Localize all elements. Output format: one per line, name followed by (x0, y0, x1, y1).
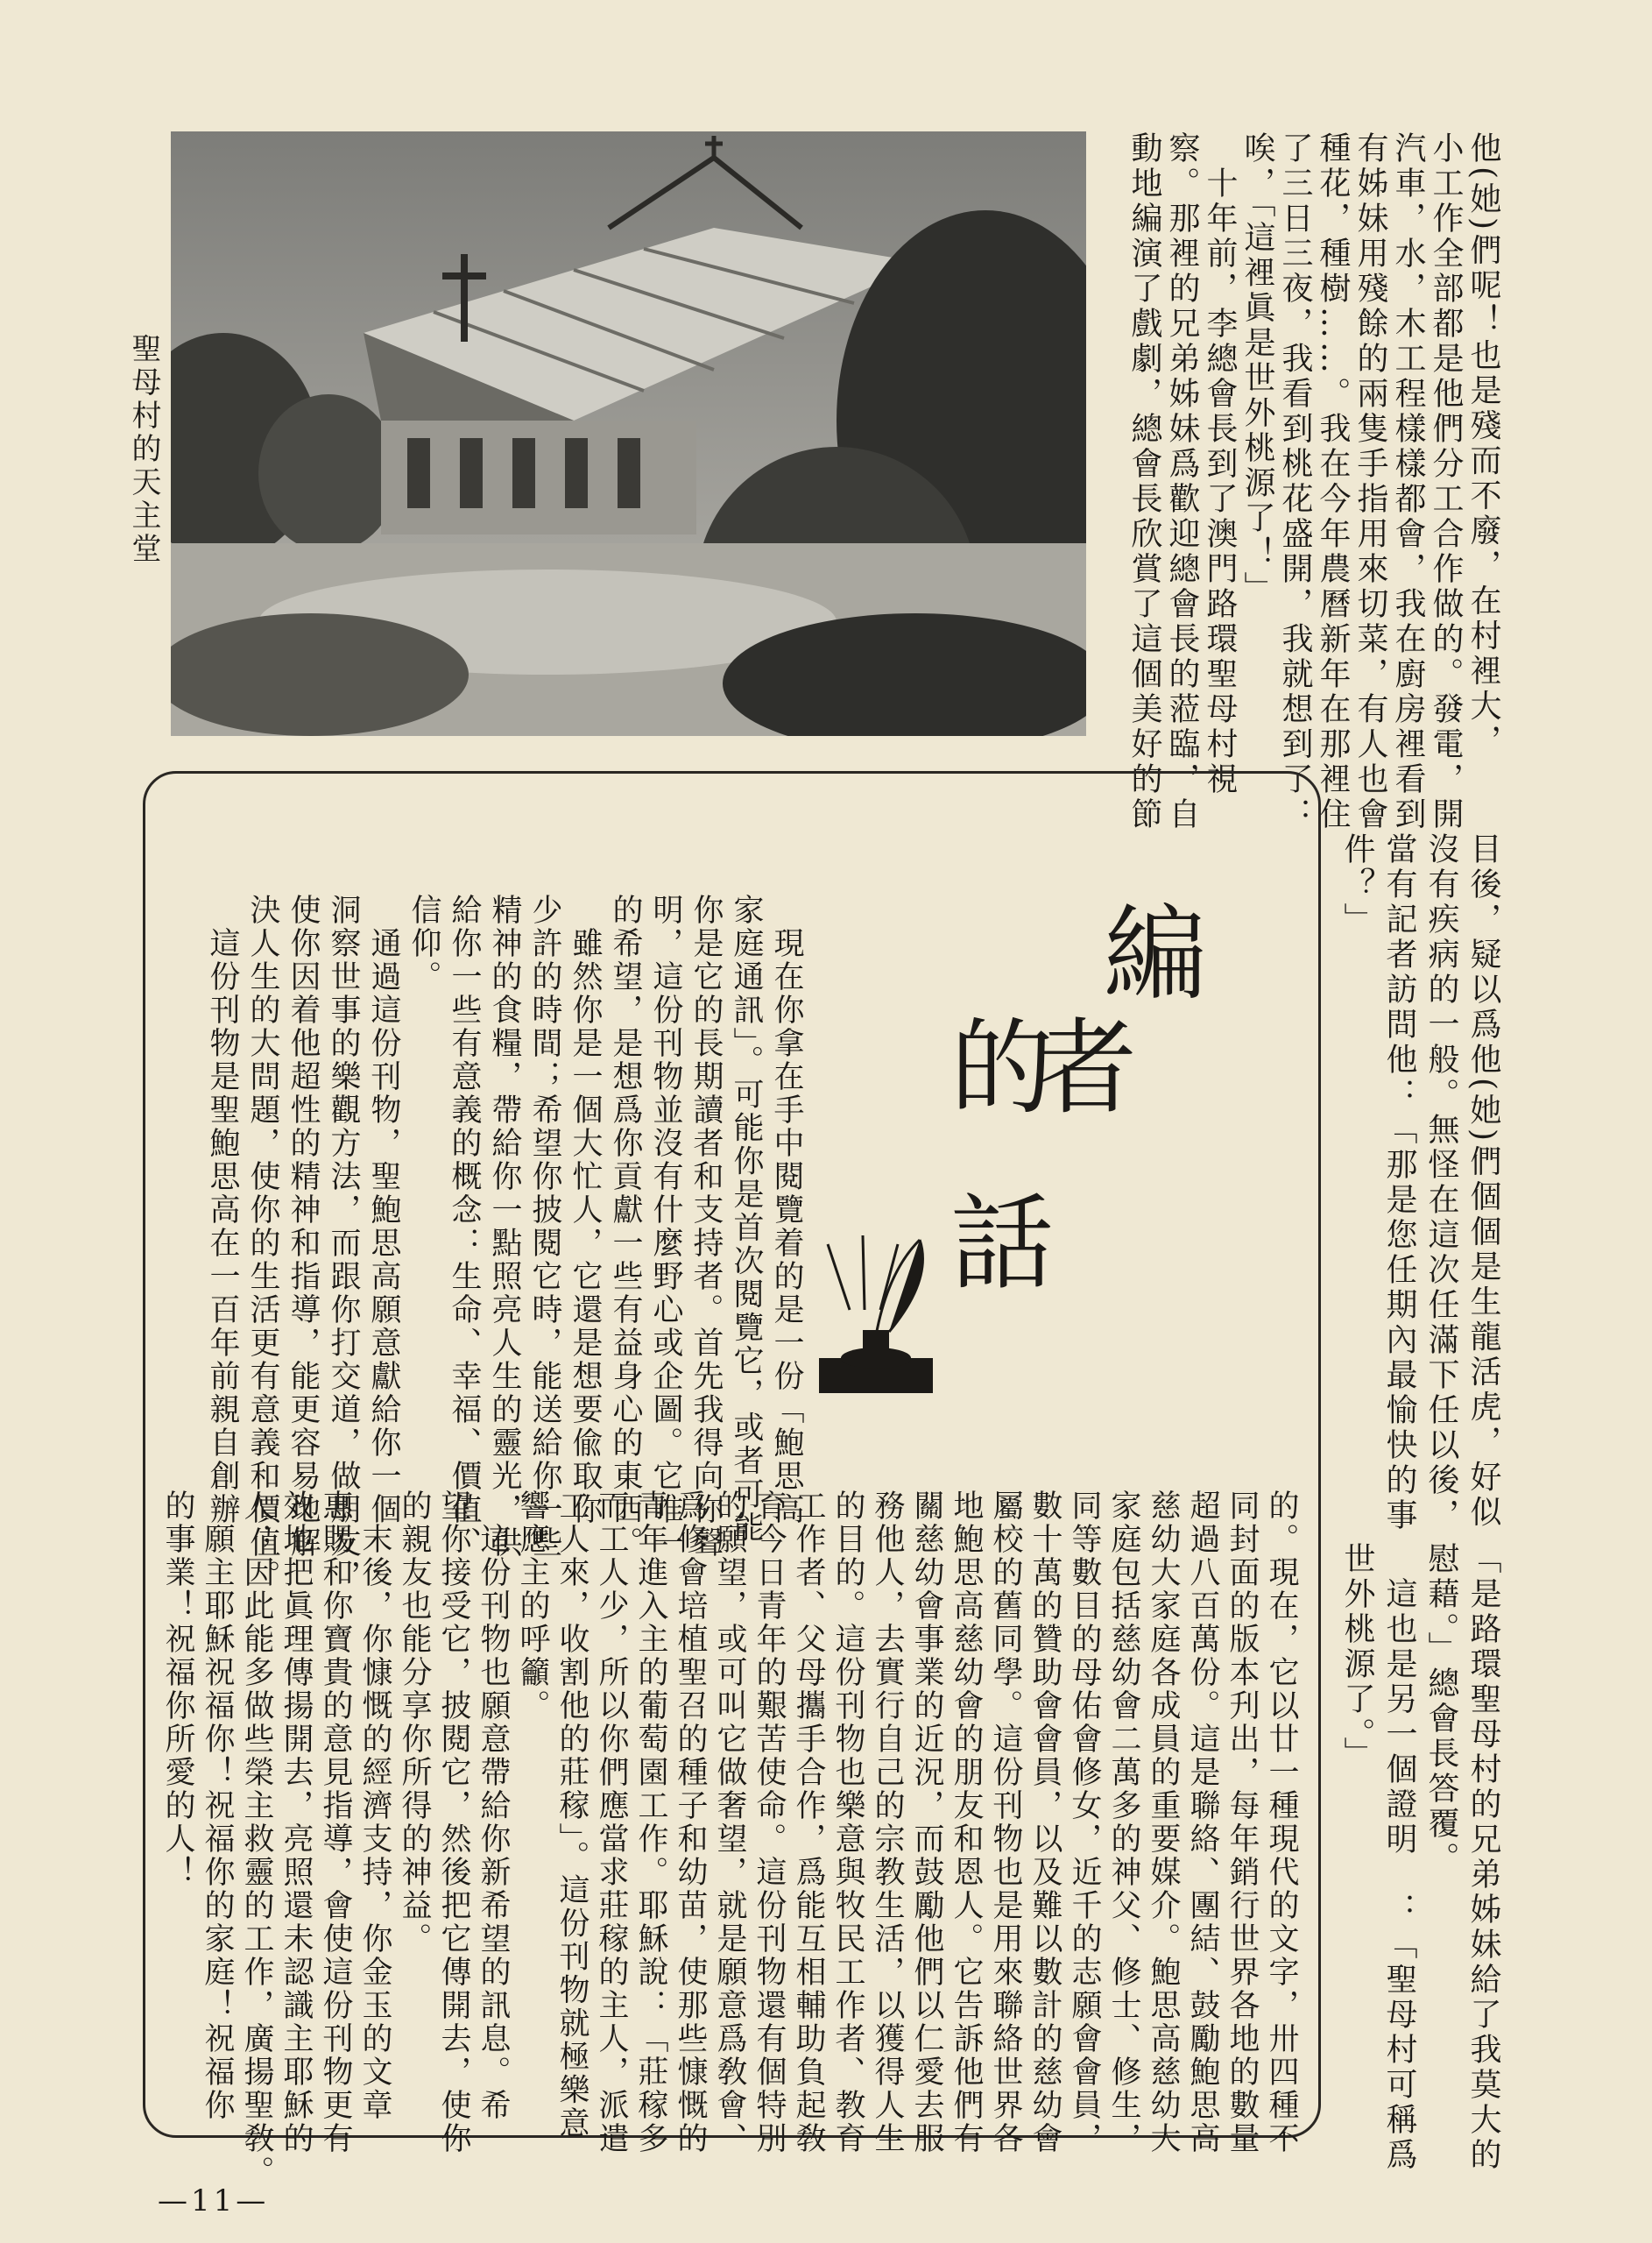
editorial-lower-column: 響應主的呼籲。 (515, 1489, 550, 1723)
top-article-column: 察。那裡的兄弟姊妹爲歡迎總會長的蒞臨，自 (1164, 131, 1200, 832)
editorial-upper-column: 家庭通訊」。可能你是首次閱覽它，或者可能 (729, 894, 764, 1545)
editorial-lower-column: 的。現在，它以廿一種現代的文字，卅四種不 (1264, 1489, 1299, 2155)
editorial-upper-column: 使你因着他超性的精神和指導，能更容易地解 (286, 894, 321, 1560)
right-article-column: 目後，疑以爲他(她)們個個是生龍活虎，好似 (1465, 832, 1501, 1531)
editorial-lower-column: 效地把眞理傳揚開去，亮照還未認識主耶穌的 (279, 1489, 314, 2155)
editorial-title-char-3: 的 (950, 1008, 1055, 1129)
top-article-column: 種花，種樹……。我在今年農曆新年在那裡住 (1315, 131, 1351, 832)
editorial-lower-column: 惠賜和你寶貴的意見指導，會使這份刊物更有 (318, 1489, 353, 2155)
top-article-column: 有姊妹用殘餘的兩隻手指用來切菜，有人也會 (1352, 131, 1388, 832)
quill-ink-icon (810, 1227, 942, 1405)
editorial-lower-column: 數十萬的贊助會會員，以及難以數計的慈幼會 (1027, 1489, 1063, 2155)
editorial-lower-column: 而工人少，所以你們應當求莊稼的主人，派遣 (594, 1489, 629, 2155)
editorial-title-char-4: 話 (950, 1183, 1055, 1304)
editorial-upper-column: 現在你拿在手中閱覽着的是一份「鮑思高 (769, 894, 804, 1526)
right-article-column: 當有記者訪問他：「那是您任期內最愉快的事 (1381, 832, 1417, 1533)
editorial-lower-column: 務他人，去實行自己的宗教生活，以獲得人生 (870, 1489, 905, 2155)
editorial-lower-column: 願主耶穌祝福你！祝福你的家庭！祝福你 (200, 1489, 235, 2122)
editorial-lower-column: 末後，你慷慨的經濟支持，你金玉的文章 (357, 1489, 392, 2122)
editorial-upper-column: 精神的食糧，帶給你一點照亮人生的靈光，供 (487, 894, 522, 1560)
editorial-lower-column: 人；因此能多做些榮主救靈的工作，廣揚聖敎。 (239, 1489, 274, 2189)
editorial-lower-column: 屬校的舊同學。這份刊物也是用來聯絡世界各 (988, 1489, 1023, 2155)
editorial-lower-column: 關慈幼會事業的近況，而鼓勵他們以仁愛去服 (909, 1489, 944, 2155)
editorial-upper-column: 洞察世事的樂觀方法，而跟你打交道，做朋友， (326, 894, 361, 1593)
editorial-upper-column: 的希望，是想爲你貢獻一些有益身心的東西。 (608, 894, 643, 1560)
editorial-lower-column: 地鮑思高慈幼會的朋友和恩人。它告訴他們有 (949, 1489, 984, 2155)
right-article-lower-column: 慰藉。」總會長答覆。 (1423, 1542, 1459, 1877)
photo-caption: 聖母村的天主堂 (126, 333, 161, 566)
editorial-lower-column: 的親友也能分享你所得的神益。 (397, 1489, 432, 1956)
top-article-column: 了三日三夜，我看到桃花盛開，我就想到了： (1277, 131, 1313, 832)
right-article-lower-column: 「是路環聖母村的兄弟姊妹給了我莫大的 (1465, 1542, 1501, 2173)
editorial-lower-column: 家庭包括慈幼會二萬多的神父、修士、修生， (1106, 1489, 1141, 2155)
editorial-lower-column: 同等數目的母佑會修女，近千的志願會會員， (1067, 1489, 1102, 2155)
top-article-column: 唉，「這裡眞是世外桃源了！」 (1239, 131, 1275, 606)
right-article-column: 件？」 (1339, 832, 1375, 938)
editorial-title-char-2: 者 (1034, 1008, 1138, 1129)
right-article-lower-column: 這也是另一個證明 ：「聖母村可稱爲 (1381, 1542, 1417, 2173)
editorial-title-char-1: 編 (1104, 894, 1208, 1015)
editorial-lower-column: 超過八百萬份。這是聯絡、團結、鼓勵鮑思高 (1185, 1489, 1220, 2155)
right-article-lower-column: 世外桃源了。」 (1339, 1542, 1375, 1772)
editorial-lower-column: 青年進入主的葡萄園工作。耶穌說：「莊稼多 (633, 1489, 668, 2155)
editorial-lower-column: 望你接受它，披閱它，然後把它傳開去，使你 (436, 1489, 471, 2155)
editorial-upper-column: 決人生的大問題，使你的生活更有意義和價值。 (245, 894, 280, 1593)
editorial-lower-column: 的願望，或可叫它做奢望，就是願意爲敎會、 (712, 1489, 747, 2155)
editorial-lower-column: 工人來，收割他的莊稼」。這份刊物就極樂意 (554, 1489, 589, 2140)
page-number: —11— (158, 2183, 270, 2218)
editorial-upper-column: 通過這份刊物，聖鮑思高願意獻給你一個 (366, 894, 401, 1526)
editorial-lower-column: 爲修會培植聖召的種子和幼苗，使那些慷慨的 (673, 1489, 708, 2155)
editorial-lower-column: 同封面的版本刋出，每年銷行世界各地的數量 (1225, 1489, 1260, 2155)
editorial-lower-column: 慈幼大家庭各成員的重要媒介。鮑思高慈幼大 (1146, 1489, 1181, 2155)
right-article-column: 沒有疾病的一般。無怪在這次任滿下任以後， (1423, 832, 1459, 1533)
editorial-upper-column: 你是它的長期讀者和支持者。首先我得向你聲 (688, 894, 724, 1560)
editorial-upper-column: 信仰。 (406, 894, 441, 994)
editorial-upper-column: 雖然你是一個大忙人，它還是想要偸取你 (568, 894, 603, 1526)
editorial-upper-column: 明，這份刊物並沒有什麼野心或企圖。它唯一 (648, 894, 683, 1560)
top-article-column: 十年前，李總會長到了澳門路環聖母村視 (1202, 131, 1238, 797)
editorial-upper-column: 這份刊物是聖鮑思高在一百年前親自創辦 (205, 894, 240, 1526)
editorial-lower-column: 的目的。這份刊物也樂意與牧民工作者、教育 (830, 1489, 865, 2155)
editorial-lower-column: 育今日青年的艱苦使命。這份刊物還有個特別 (752, 1489, 787, 2155)
editorial-lower-column: 的事業！祝福你所愛的人！ (160, 1489, 195, 1889)
editorial-upper-column: 少許的時間；希望你披閱它時，能送給你一些 (527, 894, 562, 1560)
top-article-column: 小工作全部都是他們分工合作做的。發電，開 (1428, 131, 1464, 832)
editorial-upper-column: 給你一些有意義的概念：生命、幸福、價值、 (447, 894, 482, 1560)
top-article-column: 他(她)們呢！也是殘而不廢，在村裡大， (1465, 131, 1501, 760)
church-photo (171, 131, 1086, 736)
editorial-lower-column: 工作者、父母攜手合作，爲能互相輔助負起敎 (791, 1489, 826, 2155)
editorial-lower-column: 這份刊物也願意帶給你新希望的訊息。希 (476, 1489, 511, 2122)
top-article-column: 汽車，水，木工程樣樣都會，我在廚房裡看到 (1390, 131, 1426, 832)
church-photo-image (171, 131, 1086, 736)
top-article-column: 動地編演了戲劇，總會長欣賞了這個美好的節 (1126, 131, 1162, 832)
